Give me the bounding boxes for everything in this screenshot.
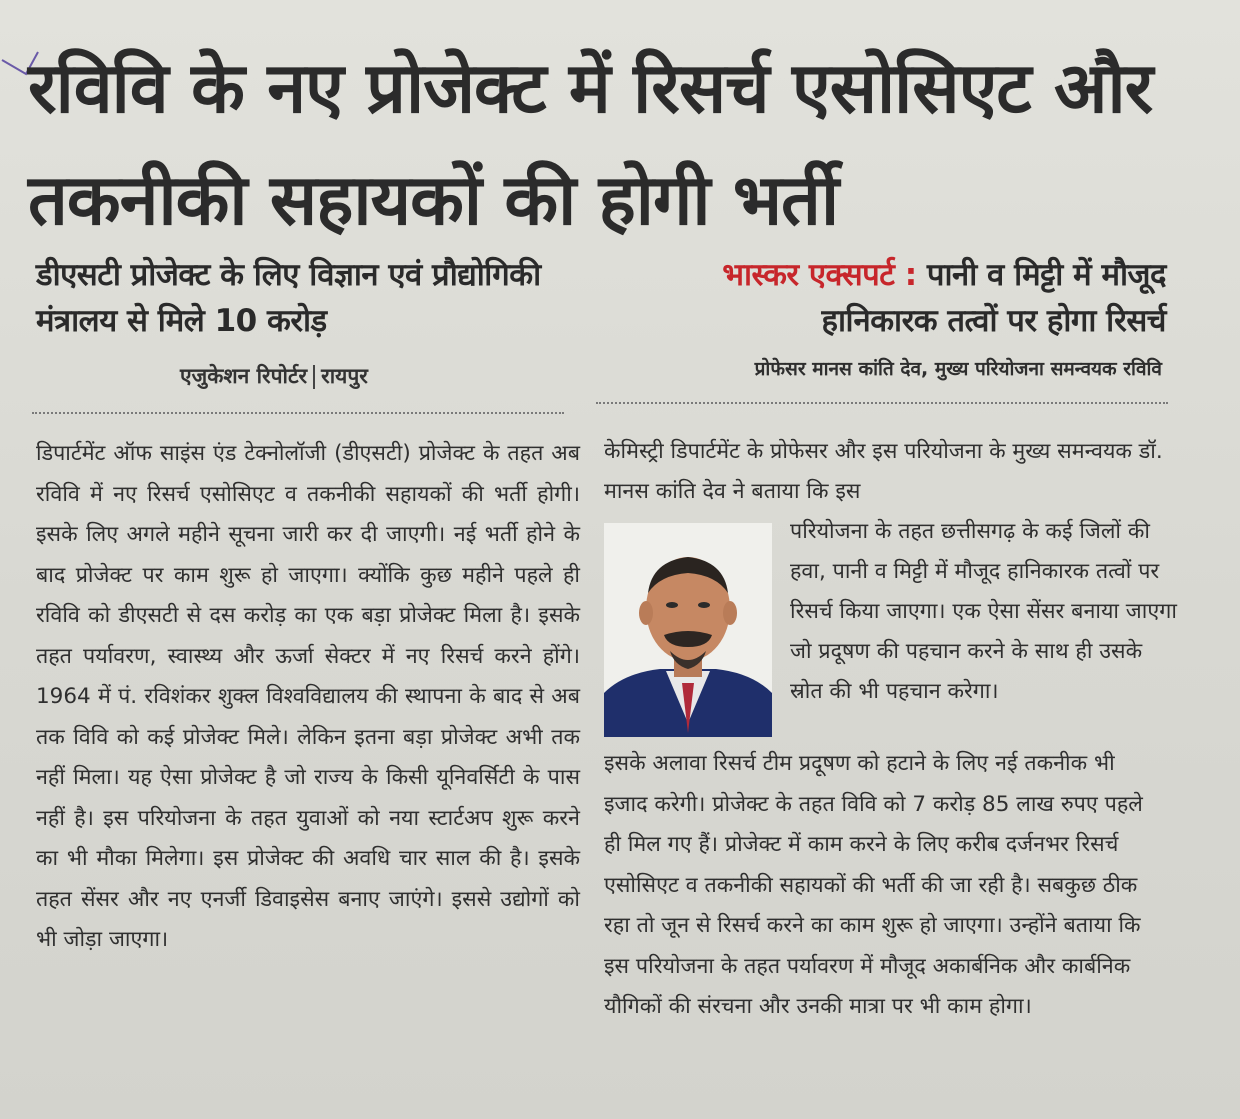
article-body-right-top: केमिस्ट्री डिपार्टमेंट के प्रोफेसर और इस परियोजना के मुख्य समन्वयक डॉ. मानस कांति देव ने बताया कि इस [604,439,1163,504]
byline-location: रायपुर [321,364,368,388]
byline-separator [313,365,315,389]
byline [180,362,368,390]
subheadline-left: डीएसटी प्रोजेक्ट के लिए विज्ञान एवं प्रौद्योगिकी मंत्रालय से मिले 10 करोड़ [36,257,541,339]
expert-kicker: भास्कर एक्सपर्ट : [722,257,917,293]
article-body-right-bottom: इसके अलावा रिसर्च टीम प्रदूषण को हटाने के लिए नई तकनीक भी इजाद करेगी। प्रोजेक्ट के तहत विवि को 7 करोड़ 85 लाख रुपए पहले ही मिल गए हैं। प्रोजेक्ट में काम करने के लिए करीब दर्जनभर रिसर्च एसोसिएट व तकनीकी सहायकों की भर्ती की जा रही है। सबकुछ ठीक रहा तो जून से रिसर्च करने का काम शुरू हो जाएगा। उन्होंने बताया कि इस परियोजना के तहत पर्यावरण में मौजूद अकार्बनिक और कार्बनिक यौगिकों की संरचना और उनकी मात्रा पर भी काम होगा। [604,751,1143,1019]
expert-subheadline-text: पानी व मिट्टी में मौजूद हानिकारक तत्वों पर होगा रिसर्च [821,257,1166,339]
subheadline-right [606,252,1166,344]
professor-photo [604,523,772,737]
divider-right [596,402,1168,404]
article-body-left: डिपार्टमेंट ऑफ साइंस एंड टेक्नोलॉजी (डीएसटी) प्रोजेक्ट के तहत अब रविवि में नए रिसर्च एसोसिएट व तकनीकी सहायकों की भर्ती होगी। इसके लिए अगले महीने सूचना जारी कर दी जाएगी। नई भर्ती होने के बाद प्रोजेक्ट पर काम शुरू हो जाएगा। क्योंकि कुछ महीने पहले ही रविवि को डीएसटी से दस करोड़ का एक बड़ा प्रोजेक्ट मिला है। इसके तहत पर्यावरण, स्वास्थ्य और ऊर्जा सेक्टर में नए रिसर्च करने होंगे। 1964 में पं. रविशंकर शुक्ल विश्वविद्यालय की स्थापना के बाद से अब तक विवि को कई प्रोजेक्ट मिले। लेकिन इतना बड़ा प्रोजेक्ट अभी तक नहीं मिला। यह ऐसा प्रोजेक्ट है जो राज्य के किसी यूनिवर्सिटी के पास नहीं है। इस परियोजना के तहत युवाओं को नया स्टार्टअप शुरू करने का भी मौका मिलेगा। इस प्रोजेक्ट की अवधि चार साल की है। इसके तहत सेंसर और नए एनर्जी डिवाइसेस बनाए जाएंगे। इससे उद्योगों को भी जोड़ा जाएगा। [36,441,580,952]
divider-left [32,412,564,414]
expert-caption: प्रोफेसर मानस कांति देव, मुख्य परियोजना समन्वयक रविवि [754,358,1162,380]
article-body-right-beside-photo: परियोजना के तहत छत्तीसगढ़ के कई जिलों की हवा, पानी व मिट्टी में मौजूद हानिकारक तत्वों पर रिसर्च किया जाएगा। एक ऐसा सेंसर बनाया जाएगा जो प्रदूषण की पहचान करने के साथ ही उसके स्रोत की भी पहचान करेगा। [790,519,1177,704]
headline: रविवि के नए प्रोजेक्ट में रिसर्च एसोसिएट और तकनीकी सहायकों की होगी भर्ती [28,47,1153,241]
byline-reporter: एजुकेशन रिपोर्टर [180,364,308,388]
